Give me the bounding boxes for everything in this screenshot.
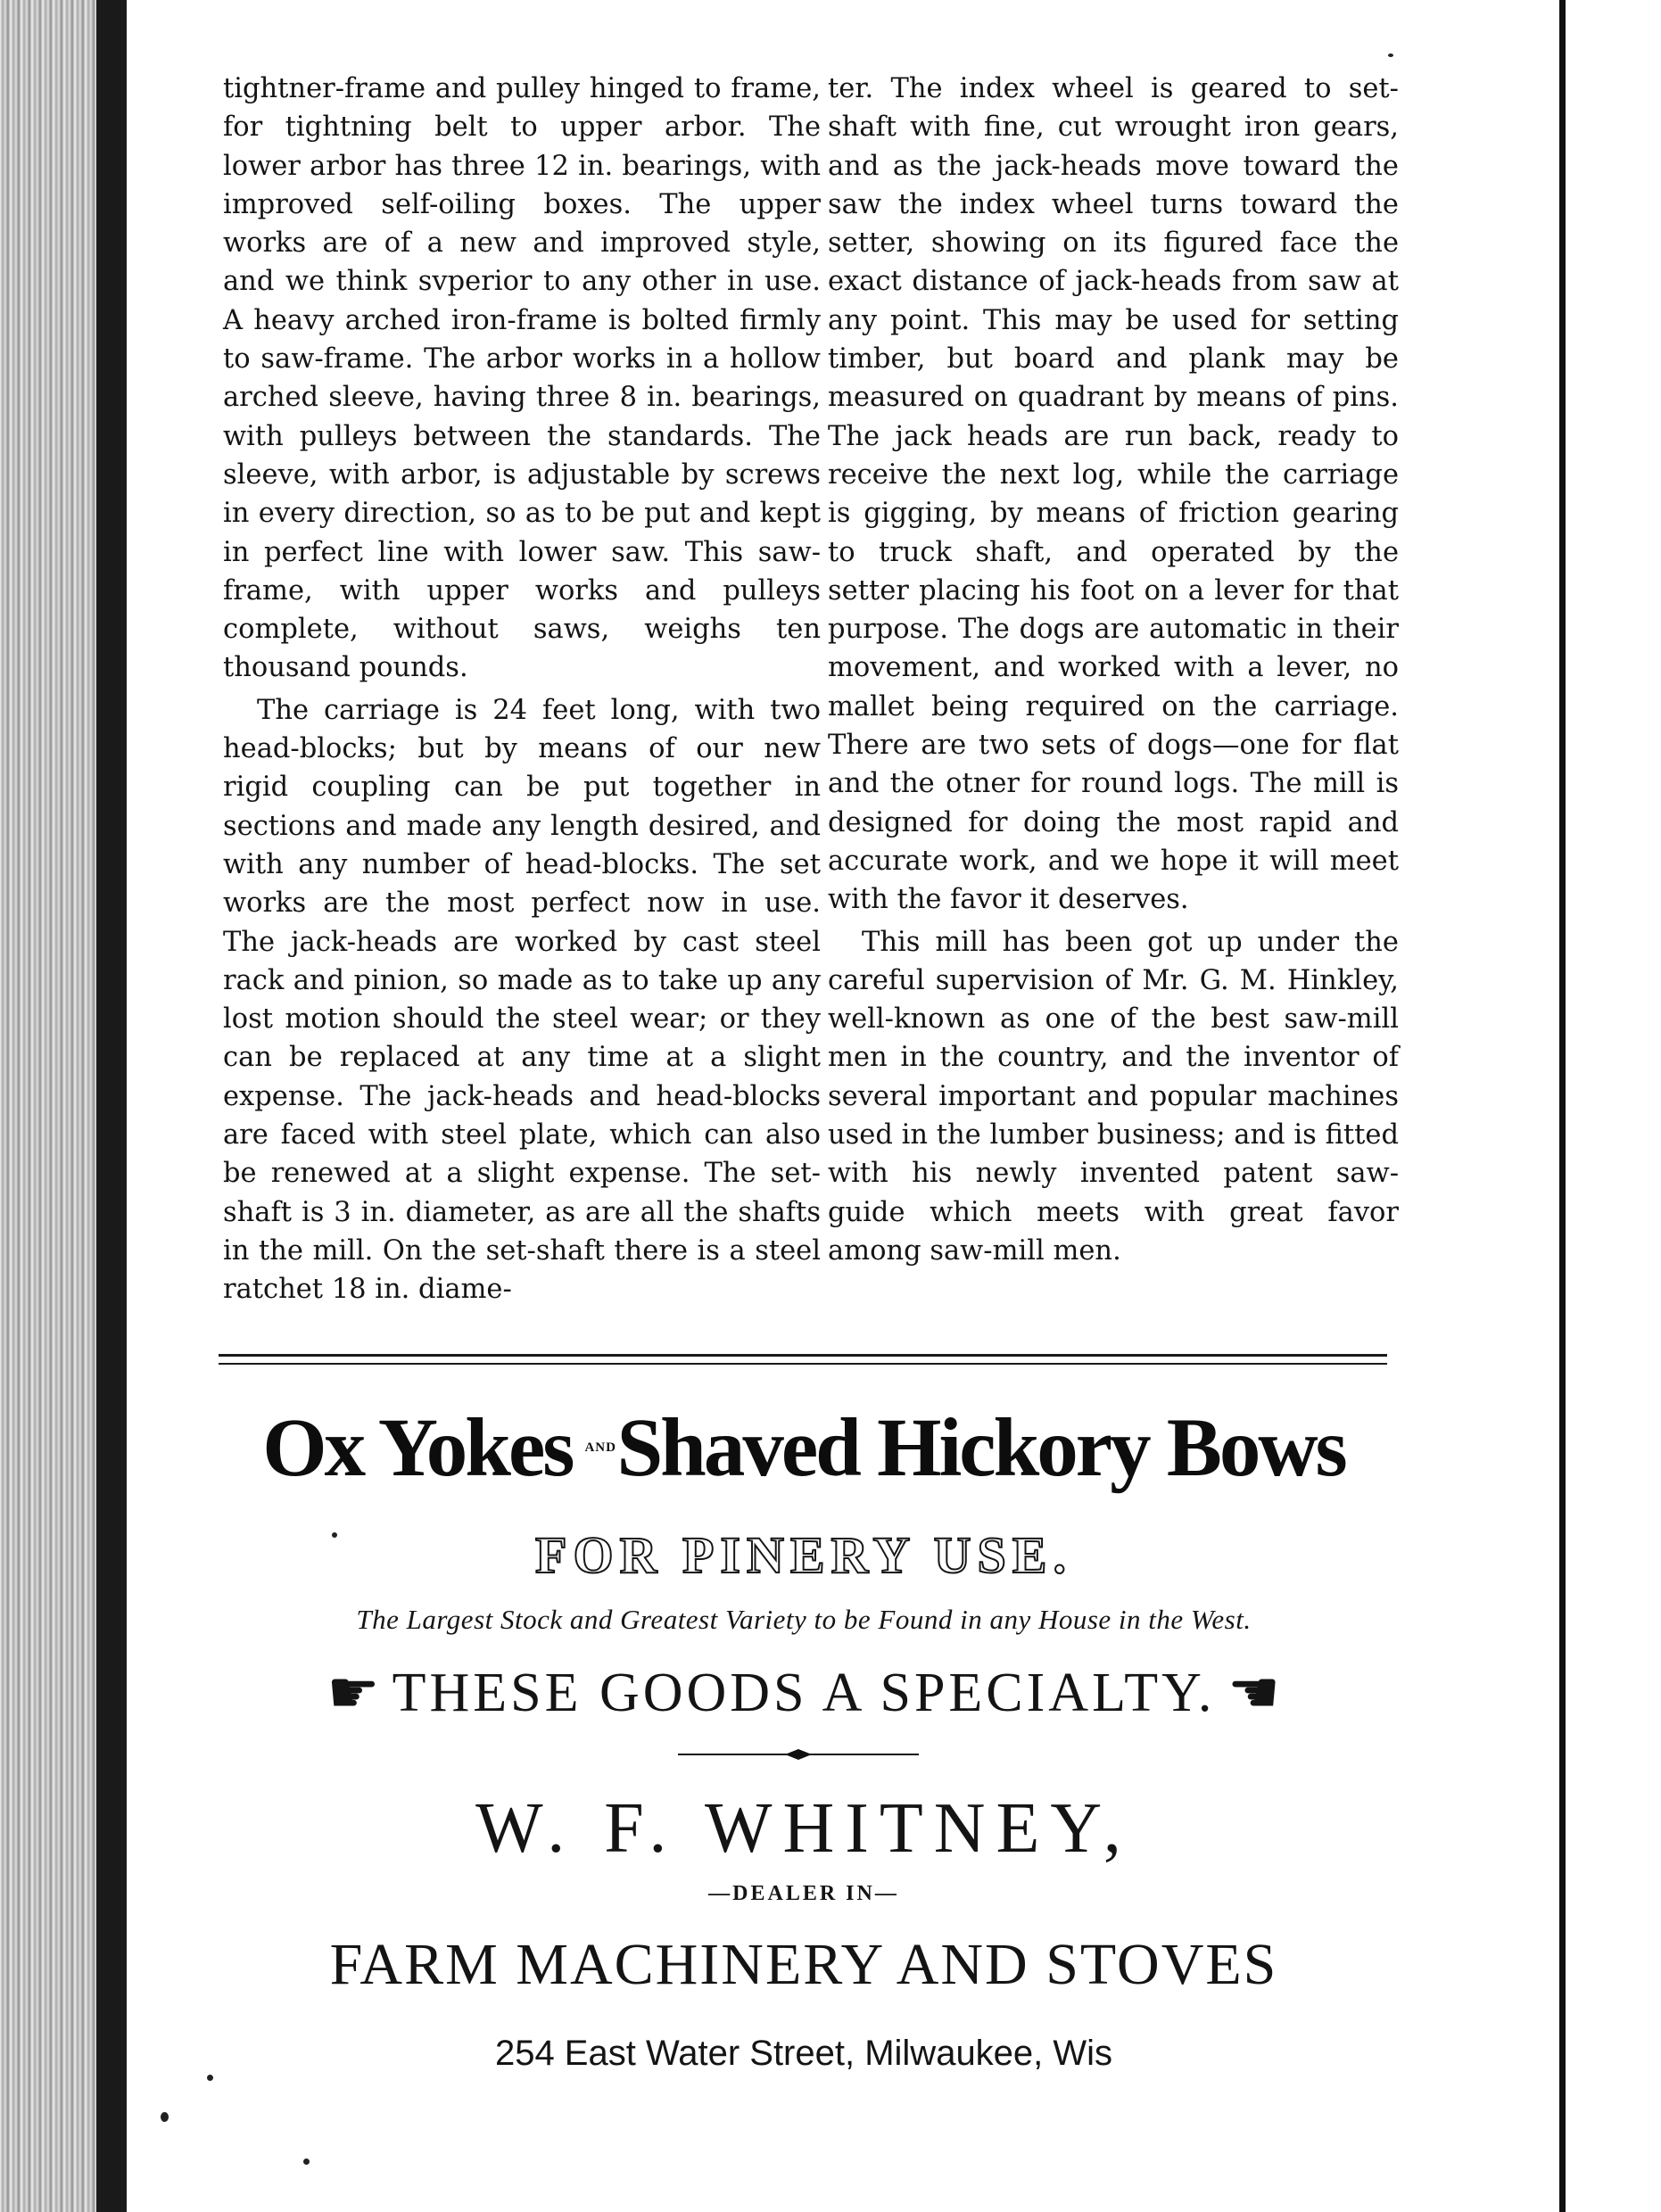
article-paragraph: The carriage is 24 feet long, with two head-blocks; but by means of our new rigid coupling can be put together in sections and made any length desired, and with any number of head-blocks. The set works are the most perfect now in use. The jack-heads are worked by cast steel rack and pinion, so made as to take up any lost motion should the steel wear; or they can be replaced at any time at a slight expense. The jack-heads and head-blocks are faced with steel plate, which can also be renewed at a slight expense. The set-shaft is 3 in. diameter, as are all the shafts in the mill. On the set-shaft there is a steel ratchet 18 in. diame- (223, 694, 821, 1306)
ornament-divider (678, 1748, 919, 1761)
headline-ox-yokes: Ox Yokes (262, 1401, 573, 1494)
headline-and: AND (584, 1440, 616, 1455)
headline-hickory-bows: Shaved Hickory Bows (616, 1401, 1345, 1494)
ad-specialty-line (214, 1657, 1393, 1729)
article-right-column (828, 70, 1399, 1270)
article-paragraph: ter. The index wheel is geared to set-shaft with fine, cut wrought iron gears, and as the jack-heads move toward the saw the index wheel turns toward the setter, showing on its figured face the exact distance of jack-heads from saw at any point. This may be used for setting timber, but board and plank may be measured on quadrant by means of pins. The jack heads are run back, ready to receive the next log, while the carriage is gigging, by means of friction gearing to truck shaft, and operated by the setter placing his foot on a lever for that purpose. The dogs are automatic in their movement, and worked with a lever, no mallet being required on the carriage. There are two sets of dogs—one for flat and the otner for round logs. The mill is designed for doing the most rapid and accurate work, and we hope it will meet with the favor it deserves. (828, 73, 1399, 916)
article-paragraph: This mill has been got up under the careful supervision of Mr. G. M. Hinkley, well-known as one of the best saw-mill men in the country, and the inventor of several important and popular machines used in the lumber business; and is fitted with his newly invented patent saw-guide which meets with great favor among saw-mill men. (828, 926, 1399, 1267)
trade-line: FARM MACHINERY AND STOVES (329, 1932, 1278, 1997)
binding-shadow (96, 0, 127, 2212)
dealer-name: W. F. WHITNEY, (475, 1789, 1132, 1868)
pointing-hand-icon: ☛ (1224, 1661, 1281, 1726)
dealer-in-label: —DEALER IN— (708, 1882, 899, 1905)
separator-rule (219, 1354, 1387, 1357)
separator-rule (219, 1363, 1387, 1365)
specialty-text: THESE GOODS A SPECIALTY. (392, 1662, 1216, 1723)
article-paragraph: tightner-frame and pulley hinged to frame, for tightning belt to upper arbor. The lower arbor has three 12 in. bearings, with improved self-oiling boxes. The upper works are of a new and improved style, and we think svperior to any other in use. A heavy arched iron-frame is bolted firmly to saw-frame. The arbor works in a hollow arched sleeve, having three 8 in. bearings, with pulleys between the standards. The sleeve, with arbor, is adjustable by screws in every direction, so as to be put and kept in perfect line with lower saw. This saw-frame, with upper works and pulleys complete, without saws, weighs ten thousand pounds. (223, 73, 821, 684)
pointing-hand-icon: ☛ (326, 1661, 384, 1726)
print-speck (207, 2075, 213, 2081)
print-speck (161, 2112, 169, 2122)
ad-headline (219, 1399, 1389, 1497)
dealer-address: 254 East Water Street, Milwaukee, Wis (494, 2034, 1113, 2073)
page-margin (1566, 0, 1661, 2212)
ad-tagline: The Largest Stock and Greatest Variety to be Found in any House in the West. (356, 1604, 1252, 1635)
article-left-column (223, 70, 821, 1309)
ad-subhead: FOR PINERY USE. (535, 1526, 1072, 1584)
print-speck (303, 2158, 310, 2165)
page-border-rule (1559, 0, 1566, 2212)
print-speck (1388, 54, 1393, 57)
print-speck (332, 1532, 337, 1538)
book-binding-edge (0, 0, 96, 2212)
